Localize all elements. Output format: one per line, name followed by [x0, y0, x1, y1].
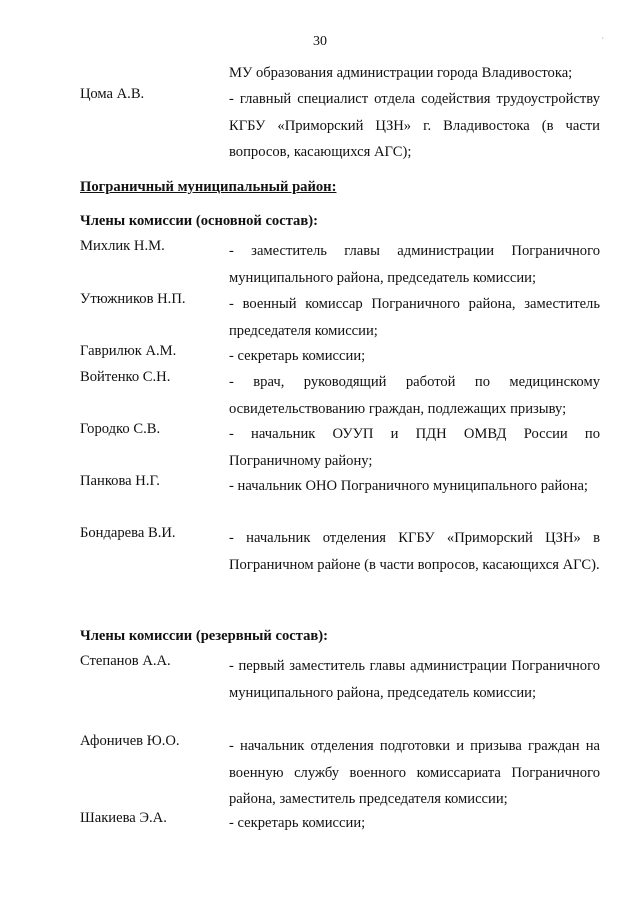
main-section-title: Члены комиссии (основной состав): [80, 213, 318, 229]
continuation-text: МУ образования администрации города Владивостока; [229, 65, 573, 81]
member-duty: - врач, руководящий работой по медицинскому освидетельствованию граждан, подлежащих призыву; [229, 374, 600, 417]
member-duty: - секретарь комиссии; [229, 348, 366, 364]
member-name: Цома А.В. [80, 86, 145, 102]
member-duty: - начальник отделения КГБУ «Приморский ЦЗН» в Пограничном районе (в части вопросов, касающихся АГС). [229, 530, 600, 573]
district-title: Пограничный муниципальный район: [80, 179, 337, 195]
corner-mark: · [601, 34, 604, 43]
member-duty: - заместитель главы администрации Пограничного муниципального района, председатель комиссии; [229, 243, 600, 286]
member-duty: - начальник ОНО Пограничного муниципального района; [229, 478, 588, 494]
member-duty: - начальник ОУУП и ПДН ОМВД России по Пограничному району; [229, 426, 600, 469]
member-duty: - первый заместитель главы администрации Пограничного муниципального района, председатель комиссии; [229, 658, 600, 701]
member-name: Войтенко С.Н. [80, 369, 171, 385]
member-name: Панкова Н.Г. [80, 473, 160, 489]
member-name: Гаврилюк А.М. [80, 343, 177, 359]
member-duty: - начальник отделения подготовки и призыва граждан на военную службу военного комиссариата Пограничного района, заместитель председателя комиссии; [229, 738, 600, 807]
member-name: Шакиева Э.А. [80, 810, 167, 826]
member-name: Бондарева В.И. [80, 525, 176, 541]
member-name: Степанов А.А. [80, 653, 171, 669]
page-number: 30 [313, 34, 327, 49]
reserve-section-title: Члены комиссии (резервный состав): [80, 628, 328, 644]
member-name: Утюжников Н.П. [80, 291, 186, 307]
member-duty: - главный специалист отдела содействия трудоустройству КГБУ «Приморский ЦЗН» г. Владивостока (в части вопросов, касающихся АГС); [229, 91, 600, 160]
member-duty: - военный комиссар Пограничного района, заместитель председателя комиссии; [229, 296, 600, 339]
member-name: Городко С.В. [80, 421, 161, 437]
member-duty: - секретарь комиссии; [229, 815, 366, 831]
member-name: Михлик Н.М. [80, 238, 165, 254]
member-name: Афоничев Ю.О. [80, 733, 180, 749]
